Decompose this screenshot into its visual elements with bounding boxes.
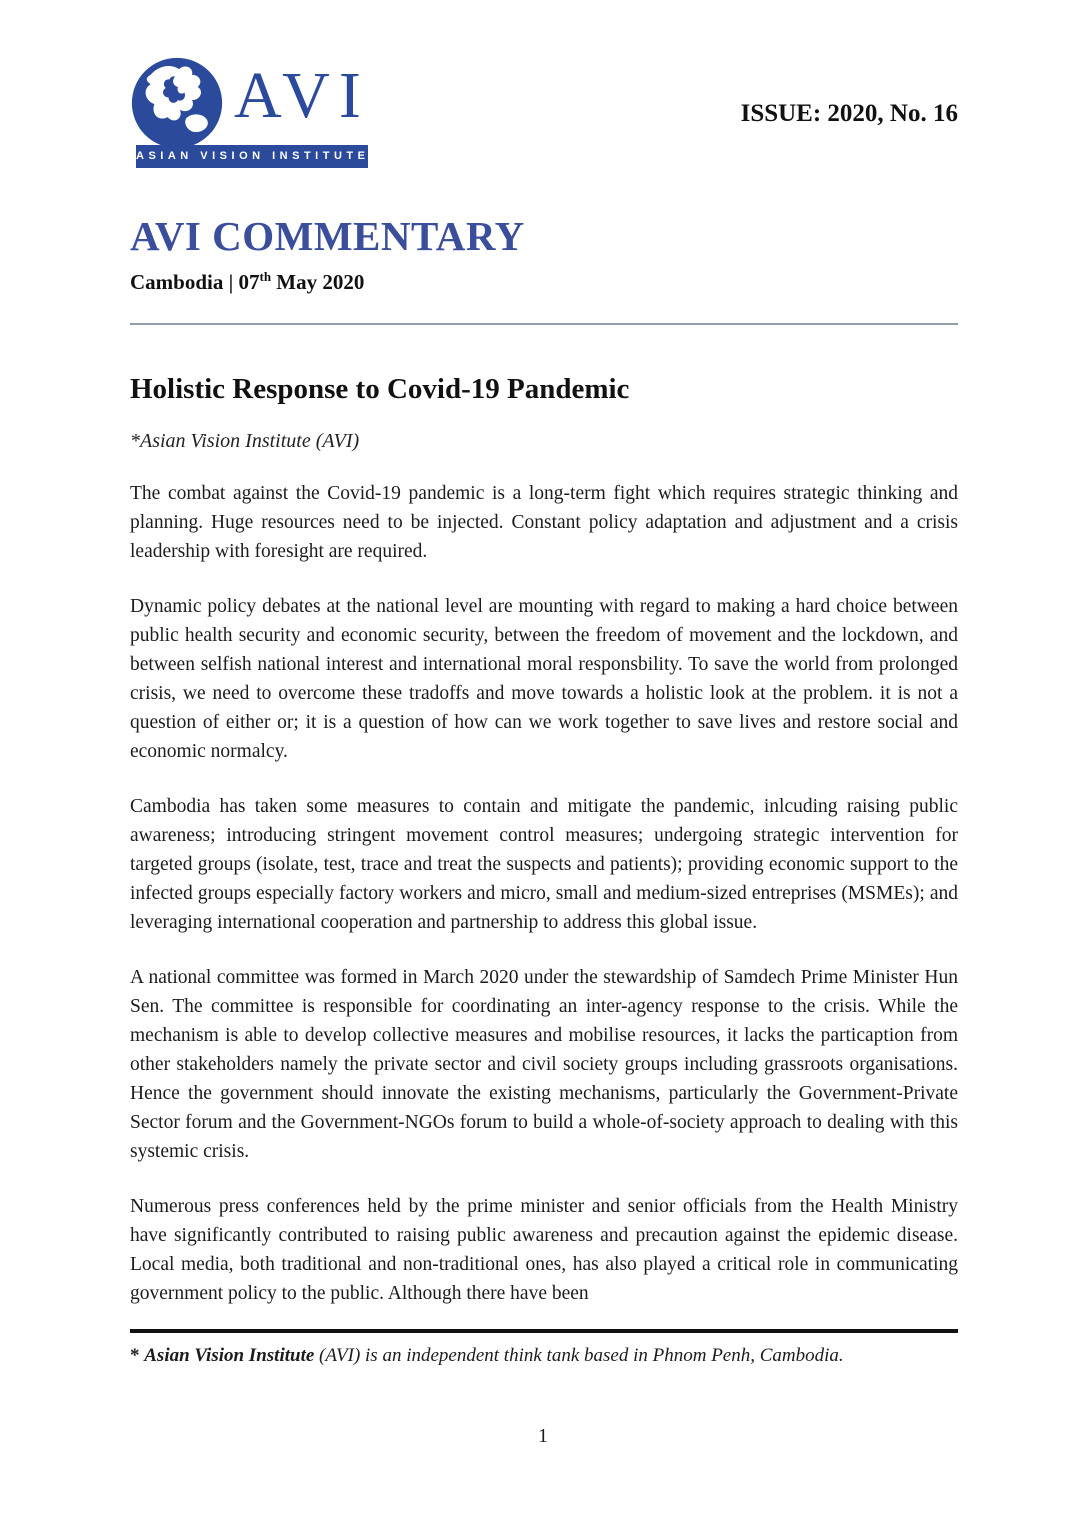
article-byline: *Asian Vision Institute (AVI) [130, 430, 360, 452]
avi-globe-icon [130, 56, 224, 150]
avi-logo-text: AVI [234, 59, 370, 132]
paragraph: Dynamic policy debates at the national level are mounting with regard to making a hard choice between public health security and economic security, between the freedom of movement and the lockdown, and between selfish national interest and international moral responsbility. To save the world from prolonged crisis, we need to overcome these tradoffs and move towards a holistic look at the problem. it is not a question of either or; it is a question of how can we work together to save lives and restore social and economic normalcy. [130, 596, 958, 762]
footnote-divider [130, 1329, 958, 1333]
dateline-superscript: th [259, 269, 272, 284]
paragraph: Cambodia has taken some measures to contain and mitigate the pandemic, inlcuding raising public awareness; introducing stringent movement control measures; undergoing strategic intervention for targeted groups (isolate, test, trace and treat the suspects and patients); providing economic support to the infected groups especially factory workers and micro, small and medium-sized entreprises (MSMEs); and leveraging international cooperation and partnership to address this global issue. [130, 796, 958, 933]
paragraph: Numerous press conferences held by the prime minister and senior officials from the Health Ministry have significantly contributed to raising public awareness and precaution against the epidemic disease. Local media, both traditional and non-traditional ones, has also played a critical role in communicating government policy to the public. Although there have been [130, 1196, 958, 1304]
dateline-prefix: Cambodia | 07 [130, 270, 260, 294]
dateline [130, 269, 958, 295]
avi-logo [130, 56, 368, 168]
footnote-marker: * [130, 1345, 145, 1366]
article-heading: Holistic Response to Covid-19 Pandemic [130, 373, 630, 405]
avi-logo-banner: ASIAN VISION INSTITUTE [136, 145, 368, 168]
header-divider [130, 323, 958, 325]
page-number: 1 [538, 1425, 548, 1447]
paragraph: The combat against the Covid-19 pandemic is a long-term fight which requires strategic thinking and planning. Huge resources need to be injected. Constant policy adaptation and adjustment and a crisis leadership with foresight are required. [130, 483, 958, 562]
page-header [130, 0, 958, 168]
issue-label: ISSUE: 2020, No. 16 [740, 100, 958, 127]
paragraph: A national committee was formed in March 2020 under the stewardship of Samdech Prime Minister Hun Sen. The committee is responsible for coordinating an inter-agency response to the crisis. While the mechanism is able to develop collective measures and mobilise resources, it lacks the particaption from other stakeholders namely the private sector and civil society groups including grassroots organisations. Hence the government should innovate the existing mechanisms, particularly the Government-Private Sector forum and the Government-NGOs forum to build a whole-of-society approach to dealing with this systemic crisis. [130, 967, 958, 1162]
avi-logo-top [130, 56, 368, 150]
commentary-title: AVI COMMENTARY [130, 213, 525, 259]
footnote-rest-text: (AVI) is an independent think tank based in Phnom Penh, Cambodia. [314, 1345, 844, 1366]
footnote-bold-text: Asian Vision Institute [144, 1345, 315, 1366]
footnote [130, 1345, 958, 1367]
dateline-suffix: May 2020 [271, 270, 365, 294]
